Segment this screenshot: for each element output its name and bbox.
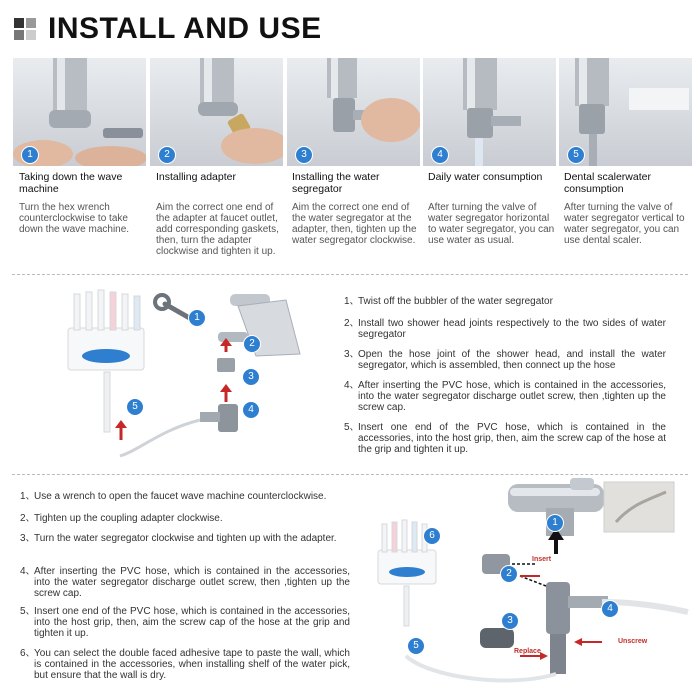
insert-label: Insert (532, 556, 552, 563)
diagram-badge: 5 (407, 637, 425, 655)
diagram-badge: 5 (126, 398, 144, 416)
list-item (344, 349, 666, 373)
list-item (20, 513, 350, 525)
step-3-title: Installing the water segregator (292, 171, 380, 195)
logo-square-mid (14, 30, 24, 40)
list-number: 2、 (344, 318, 360, 329)
list-number: 3、 (20, 533, 36, 544)
step-2-description: Aim the correct one end of the adapter at faucet outlet, add corresponding gaskets, then, turn the adapter clockwise and tighten it up. (156, 202, 279, 257)
list-number: 2、 (20, 513, 36, 524)
list-text: Use a wrench to open the faucet wave machine counterclockwise. (34, 491, 327, 502)
step-badge: 2 (158, 146, 176, 164)
step-badge: 5 (567, 146, 585, 164)
inset-photo (604, 482, 674, 532)
diagram-badge: 1 (188, 309, 206, 327)
logo-square-gray (26, 18, 36, 28)
list-number: 3、 (344, 349, 360, 360)
step-badge: 1 (21, 146, 39, 164)
logo-square-light (26, 30, 36, 40)
step-1-title: Taking down the wave machine (19, 171, 123, 195)
list-text: After inserting the PVC hose, which is contained in the accessories, into the water segregator discharge outlet screw, then ,tighten up the screw cap. (358, 380, 666, 413)
list-number: 6、 (20, 648, 36, 659)
list-number: 4、 (344, 380, 360, 391)
list-text: Open the hose joint of the shower head, and install the water segregator, which is assembled, then connect up the hose (358, 349, 666, 371)
diagram-badge: 2 (500, 565, 518, 583)
divider (12, 274, 688, 275)
step-5-photo (559, 58, 692, 166)
diagram-badge: 6 (423, 527, 441, 545)
step-4-title: Daily water consumption (428, 171, 543, 183)
list-item (344, 296, 666, 308)
adapter-part (217, 358, 235, 372)
gasket-part (480, 628, 514, 648)
step-1-photo (13, 58, 146, 166)
list-text: Turn the water segregator clockwise and tighten up with the adapter. (34, 533, 337, 544)
list-number: 5、 (344, 422, 360, 433)
water-segregator-part (546, 582, 688, 674)
arrow-up-icon (220, 384, 232, 402)
step-4-description: After turning the valve of water segregator horizontal to water segregator, you can use water as usual. (428, 202, 555, 246)
list-number: 1、 (20, 491, 36, 502)
list-item (344, 380, 666, 416)
diagram-badge: 4 (601, 600, 619, 618)
step-2-title: Installing adapter (156, 171, 236, 183)
list-text: Tighten up the coupling adapter clockwise. (34, 513, 223, 524)
list-item (20, 566, 350, 602)
replace-label: Replace (514, 648, 541, 655)
step-5-title: Dental scalerwater consumption (564, 171, 651, 195)
exploded-diagram (370, 478, 692, 698)
list-item (344, 318, 666, 342)
list-text: Twist off the bubbler of the water segregator (358, 296, 553, 307)
diagram-badge: 1 (546, 514, 564, 532)
list-text: After inserting the PVC hose, which is contained in the accessories, into the water segregator discharge outlet screw, then ,tighten up the screw cap. (34, 566, 350, 599)
list-number: 1、 (344, 296, 360, 307)
diagram-badge: 3 (501, 612, 519, 630)
list-item (20, 533, 350, 557)
arrow-up-icon (115, 420, 127, 440)
diagram-badge: 4 (242, 401, 260, 419)
list-item (20, 648, 350, 684)
list-text: Insert one end of the PVC hose, which is contained in the accessories, into the host grip, then, aim the screw cap of the hose at the grip and tighten it up. (358, 422, 666, 455)
step-badge: 4 (431, 146, 449, 164)
arrow-left-icon (574, 638, 602, 646)
diagram-badge: 3 (242, 368, 260, 386)
divider (12, 474, 688, 475)
list-text: Install two shower head joints respectively to the two sides of water segregator (358, 318, 666, 340)
step-3-photo (287, 58, 420, 166)
segregator-part (218, 404, 238, 432)
step-4-photo (423, 58, 556, 166)
step-5-description: After turning the valve of water segregator vertical to water segregator, you can use dental scaler. (564, 202, 685, 246)
step-3-description: Aim the correct one end of the water segregator at the adapter, then, tighten up the water segregator clockwise. (292, 202, 417, 246)
list-text: Insert one end of the PVC hose, which is contained in the accessories, into the host grip, then, aim the screw cap of the hose at the grip and tighten it up. (34, 606, 350, 639)
page-title: INSTALL AND USE (48, 12, 322, 45)
list-text: You can select the double faced adhesive tape to paste the wall, which is contained in the accessories, when installing shelf of the water pick, but ensure that the wall is dry. (34, 648, 350, 681)
step-badge: 3 (295, 146, 313, 164)
list-item (20, 606, 350, 642)
list-number: 4、 (20, 566, 36, 577)
list-item (344, 422, 666, 458)
unscrew-label: Unscrew (618, 638, 648, 645)
step-1-description: Turn the hex wrench counterclockwise to take down the wave machine. (19, 202, 130, 235)
logo-square-dark (14, 18, 24, 28)
list-number: 5、 (20, 606, 36, 617)
assembly-diagram (60, 280, 320, 460)
diagram-badge: 2 (243, 335, 261, 353)
step-2-photo (150, 58, 283, 166)
list-item (20, 491, 350, 503)
